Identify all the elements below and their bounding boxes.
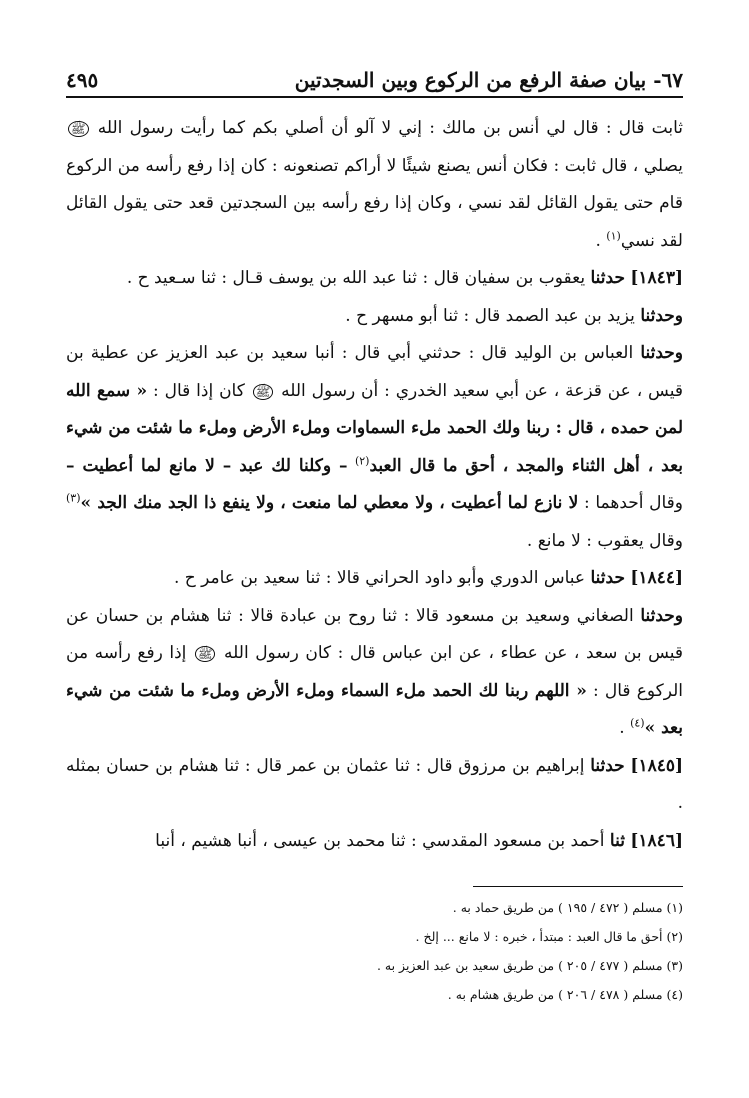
text-run: الصغاني وسعيد بن مسعود قالا : ثنا روح بن عبادة قالا : ثنا هشام بن حسان عن قيس بن سعد ، عن عطاء ، عن ابن عباس قال : كان رسول الله bbox=[66, 605, 684, 663]
text-run: كان إذا قال : bbox=[153, 380, 245, 401]
footnote: (٣) مسلم ( ٤٧٧ / ٢٠٥ ) من طريق سعيد بن عبد العزيز به . bbox=[376, 958, 683, 973]
text-run: . bbox=[619, 718, 631, 738]
text-run: ثابت قال : قال لي أنس بن مالك : إني لا آلو أن أصلي بكم كما رأيت رسول الله bbox=[97, 118, 684, 138]
hadith-number: [١٨٤٤] bbox=[630, 568, 683, 588]
text-run: يزيد بن عبد الصمد قال : ثنا أبو مسهر ح . bbox=[345, 305, 635, 326]
main-text bbox=[66, 110, 683, 860]
footnote: (١) مسلم ( ٤٧٢ / ١٩٥ ) من طريق حماد به . bbox=[452, 900, 683, 915]
text-run: وقال أحدهما : bbox=[583, 493, 684, 513]
isnad-line bbox=[66, 598, 683, 748]
hadith-number: [١٨٤٣] bbox=[630, 268, 683, 288]
text-run: يصلي ، قال ثابت : فكان أنس يصنع شيئًا لا أراكم تصنعونه : كان إذا رفع رأسه من الركوع قام حتى يقول القائل لقد نسي ، وكان إذا رفع رأسه بين السجدتين قعد حتى يقول القائل لقد نسي bbox=[66, 155, 683, 251]
narration-lead: وحدثنا bbox=[640, 605, 684, 626]
isnad-line bbox=[66, 298, 683, 336]
text-run: إذا رفع رأسه من الركوع قال : bbox=[66, 643, 684, 701]
quoted-dua: « اللهم ربنا لك الحمد ملء السماء وملء الأرض وملء ما شئت من شيء بعد » bbox=[66, 680, 683, 738]
text-run: عباس الدوري وأبو داود الحراني قالا : ثنا سعيد بن عامر ح . bbox=[173, 568, 586, 588]
hadith-1843 bbox=[66, 260, 683, 298]
hadith-number: [١٨٤٦] bbox=[630, 830, 683, 851]
quoted-dua: – وكلنا لك عبد – لا مانع لما أعطيت – bbox=[66, 455, 348, 476]
hadith-1846 bbox=[66, 823, 683, 861]
narration-lead: حدثنا bbox=[590, 268, 625, 288]
footnote-ref: (١) bbox=[606, 228, 621, 242]
salutation-glyph: ﷺ bbox=[68, 121, 89, 137]
narration-lead: وحدثنا bbox=[640, 343, 683, 363]
text-run: يعقوب بن سفيان قال : ثنا عبد الله بن يوسف قـال : ثنا سـعيد ح . bbox=[126, 268, 586, 288]
footnote-ref: (٤) bbox=[630, 716, 645, 730]
text-run: العباس بن الوليد قال : حدثني أبي قال : أنبا سعيد بن عبد العزيز عن عطية بن قيس ، عن قزعة ، عن أبي سعيد الخدري : أن رسول الله bbox=[66, 343, 683, 401]
quoted-dua: « سمع الله لمن حمده ، قال : ربنا ولك الحمد ملء السماوات وملء الأرض وملء ما شئت من شيء بعد ، أهل الثناء والمجد ، أحق ما قال العبد bbox=[66, 380, 684, 476]
salutation-glyph: ﷺ bbox=[253, 384, 274, 400]
hadith-1845 bbox=[66, 748, 683, 823]
text-run: . bbox=[595, 230, 607, 251]
footnote: (٢) أحق ما قال العبد : مبتدأ ، خبره : لا مانع ... إلخ . bbox=[415, 929, 683, 944]
text-run: وقال يعقوب : لا مانع . bbox=[526, 530, 683, 551]
narration-lead: حدثنا bbox=[590, 568, 625, 588]
footnotes bbox=[66, 893, 683, 1009]
paragraph-continuation bbox=[66, 110, 683, 260]
narration-lead: وحدثنا bbox=[640, 305, 683, 326]
running-header bbox=[66, 58, 683, 98]
hadith-1844 bbox=[66, 560, 683, 598]
text-run: أحمد بن مسعود المقدسي : ثنا محمد بن عيسى ، أنبا هشيم ، أنبا bbox=[155, 830, 605, 851]
footnote-separator bbox=[473, 886, 683, 887]
footnote-ref: (٢) bbox=[354, 453, 370, 467]
hadith-number: [١٨٤٥] bbox=[630, 755, 684, 776]
isnad-line bbox=[66, 335, 683, 560]
footnote: (٤) مسلم ( ٤٧٨ / ٢٠٦ ) من طريق هشام به . bbox=[447, 987, 683, 1002]
page-number: ٤٩٥ bbox=[66, 68, 99, 92]
quoted-dua: لا نازع لما أعطيت ، ولا معطي لما منعت ، ولا ينفع ذا الجد منك الجد » bbox=[80, 493, 579, 513]
footnote-ref: (٣) bbox=[66, 491, 81, 505]
salutation-glyph: ﷺ bbox=[195, 646, 216, 662]
narration-lead: ثنا bbox=[609, 830, 625, 851]
text-run: إبراهيم بن مرزوق قال : ثنا عثمان بن عمر قال : ثنا هشام بن حسان بمثله . bbox=[66, 755, 683, 813]
narration-lead: حدثنا bbox=[590, 755, 625, 776]
chapter-title: ٦٧- بيان صفة الرفع من الركوع وبين السجدتين bbox=[294, 68, 683, 92]
